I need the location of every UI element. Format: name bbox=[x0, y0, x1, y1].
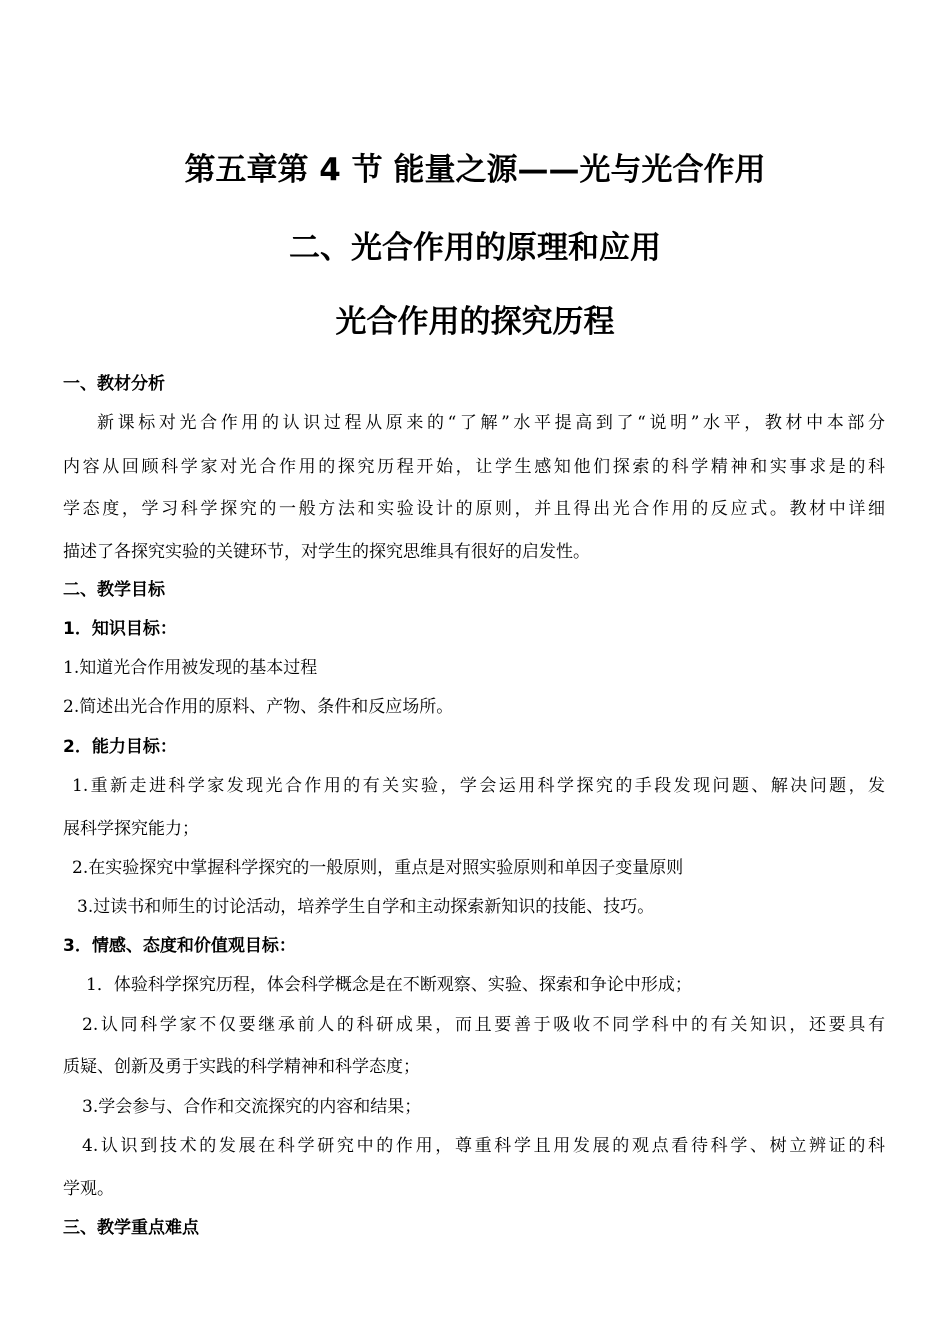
heading-attitude-objectives: 3．情感、态度和价值观目标： bbox=[63, 936, 296, 956]
heading-ability-objectives: 2．能力目标： bbox=[63, 737, 177, 757]
ability-item-2: 2.在实验探究中掌握科学探究的一般原则，重点是对照实验原则和单因子变量原则 bbox=[72, 858, 684, 878]
topic-title: 光合作用的探究历程 bbox=[335, 304, 615, 340]
knowledge-item-1: 1.知道光合作用被发现的基本过程 bbox=[63, 658, 318, 678]
chapter-title: 第五章第 4 节 能量之源——光与光合作用 bbox=[184, 152, 766, 188]
ability-item-1-line-2: 展科学探究能力； bbox=[63, 819, 199, 839]
attitude-item-4-line-1: 4.认识到技术的发展在科学研究中的作用，尊重科学且用发展的观点看待科学、树立辨证的科 bbox=[82, 1136, 885, 1156]
ability-item-3: 3.过读书和师生的讨论活动，培养学生自学和主动探索新知识的技能、技巧。 bbox=[77, 897, 655, 917]
attitude-item-4-line-2: 学观。 bbox=[63, 1179, 114, 1199]
attitude-item-2-line-1: 2.认同科学家不仅要继承前人的科研成果，而且要善于吸收不同学科中的有关知识，还要具有 bbox=[82, 1015, 885, 1035]
heading-key-difficult-points: 三、教学重点难点 bbox=[63, 1218, 199, 1238]
heading-textbook-analysis: 一、教材分析 bbox=[63, 374, 165, 394]
heading-teaching-objectives: 二、教学目标 bbox=[63, 580, 165, 600]
attitude-item-2-line-2: 质疑、创新及勇于实践的科学精神和科学态度； bbox=[63, 1057, 420, 1077]
analysis-line-1: 新课标对光合作用的认识过程从原来的“了解”水平提高到了“说明”水平，教材中本部分 bbox=[97, 413, 885, 433]
attitude-item-3: 3.学会参与、合作和交流探究的内容和结果； bbox=[82, 1097, 422, 1117]
knowledge-item-2: 2.简述出光合作用的原料、产物、条件和反应场所。 bbox=[63, 697, 454, 717]
section-title: 二、光合作用的原理和应用 bbox=[289, 230, 661, 266]
analysis-line-2: 内容从回顾科学家对光合作用的探究历程开始，让学生感知他们探索的科学精神和实事求是的科 bbox=[63, 457, 885, 477]
analysis-line-3: 学态度，学习科学探究的一般方法和实验设计的原则，并且得出光合作用的反应式。教材中详细 bbox=[63, 499, 885, 519]
heading-knowledge-objectives: 1．知识目标： bbox=[63, 619, 177, 639]
attitude-item-1: 1．体验科学探究历程，体会科学概念是在不断观察、实验、探索和争论中形成； bbox=[86, 975, 692, 995]
ability-item-1-line-1: 1.重新走进科学家发现光合作用的有关实验，学会运用科学探究的手段发现问题、解决问题，发 bbox=[72, 776, 885, 796]
analysis-line-4: 描述了各探究实验的关键环节，对学生的探究思维具有很好的启发性。 bbox=[63, 542, 590, 562]
